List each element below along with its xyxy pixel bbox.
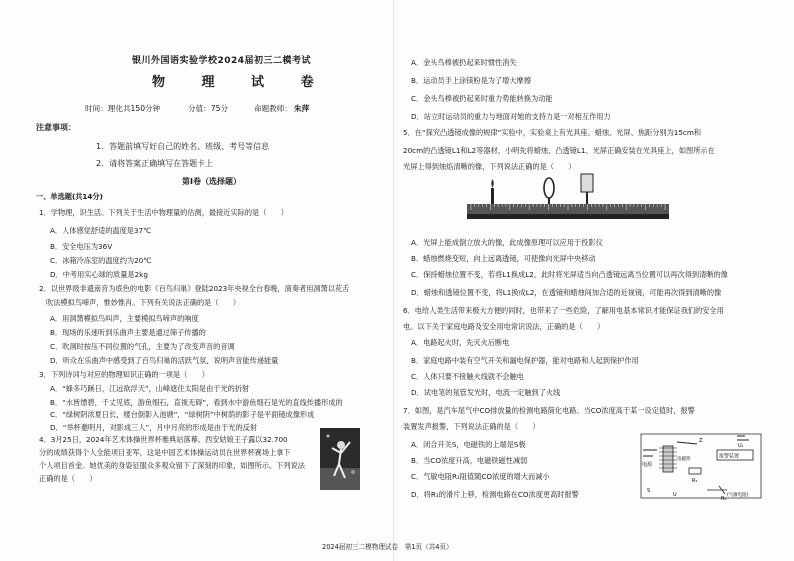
question-line: B．蜡烛燃烧变短，向上远离透镜，可使像向光屏中央移动 [411,254,596,263]
question-line: 电。以下关于家庭电路及安全用电常识说法，正确的是（ ） [403,322,605,331]
power-label: 电源 [642,462,653,468]
source2-label: U₁ [738,443,744,449]
question-line: D．试电笔的氖管发光时，电流一定触到了火线 [411,388,561,397]
question-line: 7．如图，是汽车尾气中CO排放量的检测电路简化电路。当CO浓度高于某一设定值时，报警 [403,406,695,415]
notice-title: 注意事项： [36,123,76,132]
question-line: A．金头鸟棒被扔起来时惯性消失 [411,58,517,67]
box-label: (气敏电阻) [727,493,749,498]
magnet-label: 电磁铁 [677,457,691,462]
notice-item: 2．请将答案正确填写在答题卡上 [96,159,214,168]
question-line: 20cm的凸透镜L1和L2等器材，小明先将蜡烛、凸透镜L1、光屏正确安装在光具座上，如图所示在 [403,146,715,155]
q4-line: 分的成绩获得个人全能项目亚军，这是中国艺术体操运动员在世界杯赛场上拿下 [39,448,291,457]
source1-label: U [673,492,677,498]
exam-score: 分值：75分 [188,104,229,113]
question-line: 3．下列诗词与对应的物理知识正确的一项是（ ） [39,370,209,379]
question-line: 5．在“探究凸透镜成像的规律”实验中，实验桌上有光具座、蜡烛、光屏、焦距分别为15cm和 [403,128,702,137]
q4-line: 个人项目首金。她优美的身姿征服众多观众留下了深刻的印象，如图所示。下列说法 [39,461,305,470]
exam-time: 时间：理化共150分钟 [85,104,161,113]
question-line: C．“绿树阴浓夏日长，楼台倒影入池塘”，“绿树阴”中树荫的影子是平面镜成像形成 [50,410,315,419]
question-line: A．“蜂多巧蹊日，江远欲浮天”，山峰遮住太阳是由于光的折射 [50,384,250,393]
question-line: A．光屏上能成倒立放大的像，此成像原理可以应用于投影仪 [411,238,603,247]
author-name: 朱萍 [294,104,310,113]
question-line: A．人体感觉舒适的温度是37℃ [50,226,152,235]
question-line: D．站立时运动员的重力与地面对她的支持力是一对相互作用力 [411,112,611,121]
question-line: 装置发声报警，下列说法正确的是（ ） [403,422,540,431]
question-line: A．闭合开关S，电磁铁的上端是S极 [411,440,526,449]
q4-line: 4．3月25日，2024年艺术体操世界杯雅典站落幕。西安姑娘王子露以32.700 [39,435,288,444]
question-line: B．当CO浓度升高，电磁铁磁性减弱 [411,456,528,465]
gymnast-photo [320,428,360,490]
q4-line: 正确的是（ ） [39,474,97,483]
question-line: 2．以世界级非遗南音为底色的电影《百鸟归巢》登陆2023年央视全台春晚，演奏者用洞箫以花舌 [39,284,350,293]
question-line: D．中考用实心球的质量是2kg [50,270,148,279]
question-line: D．蜡烛和透镜位置不变，将L1换成L2，在透镜和蜡烛间加合适的近视镜，可能再次得到清晰的像 [411,288,722,297]
question-line: 1．学物理，识生活。下列关于生活中物理量的估测，最接近实际的是（ ） [39,208,288,217]
section-title: 一、单选题(共14分) [36,192,103,201]
question-line: D．“举杯邀明月，对影成三人”，月中月亮的形成是由于光的反射 [50,423,258,432]
question-line: D．将R₁的滑片上移，检测电路在CO浓度更高时报警 [411,490,579,499]
question-line: C．冰箱冷冻室的温度约为20℃ [50,256,152,265]
question-line: B．“水皆缥碧，千丈见底，游鱼细石，直视无碍”，看到水中游鱼细石是光的直线传播形成的 [50,398,343,407]
contact-label: Z [699,438,703,444]
question-line: B．运动员手上涂镁粉是为了增大摩擦 [411,76,531,85]
sensor-label: R₁ [692,478,698,484]
question-line: A．用洞箫模拟鸟叫声，主要模拟鸟啼声的响度 [50,314,199,323]
page-footer: 2024届初三二模物理试卷 第1页（共4页） [322,543,453,551]
page-fold-line [393,0,394,561]
question-line: C．气敏电阻R₁阻值随CO浓度的增大而减小 [411,472,550,481]
co-detection-circuit [637,430,765,502]
question-line: 吹法模拟鸟啼声，惟妙惟肖。下列有关说法正确的是（ ） [46,298,241,307]
author-label: 命题教师： [254,104,292,113]
question-line: C．吹洞时按压不同位置的气孔，主要为了改变声音的音调 [50,342,235,351]
alarm-label: 报警装置 [719,453,740,460]
rheostat-label: R₂ [721,496,727,502]
question-line: D．听众在乐曲声中感受到了百鸟归巢的活跃气氛，说明声音能传递能量 [50,356,279,365]
question-line: C．保持蜡烛位置不变，若将L1换成L2，此时将光屏适当向凸透镜远离当位置可以再次得到清晰的像 [411,270,728,279]
subject-title: 物 理 试 卷 [152,75,330,90]
question-line: B．安全电压为36V [50,242,113,251]
question-line: B．现场的乐迷听到乐曲声主要是通过筛子传播的 [50,328,206,337]
question-line: A．电路起火时，先灭火后断电 [411,338,510,347]
volume-title: 第Ⅰ卷（选择题） [182,177,241,186]
question-line: C．金头鸟棒被扔起来时重力势能转换为动能 [411,94,553,103]
optical-bench-figure [463,168,673,230]
question-line: B．家庭电路中装有空气开关和漏电保护器，能对电路和人起到保护作用 [411,356,639,365]
switch-label: S [647,488,651,494]
school-title: 银川外国语实验学校2024届初三二模考试 [132,56,312,66]
notice-item: 1．答题前填写好自己的姓名、班级、考号等信息 [96,142,270,151]
question-line: C．人体只要不接触火线就不会触电 [411,372,524,381]
question-line: 光屏上得到烛焰清晰的像，下列说法正确的是（ ） [403,162,576,171]
question-line: 6．电给人类生活带来极大方便的同时，也带来了一些危险，了解用电基本常识才能保证我们的安全用 [403,306,724,315]
